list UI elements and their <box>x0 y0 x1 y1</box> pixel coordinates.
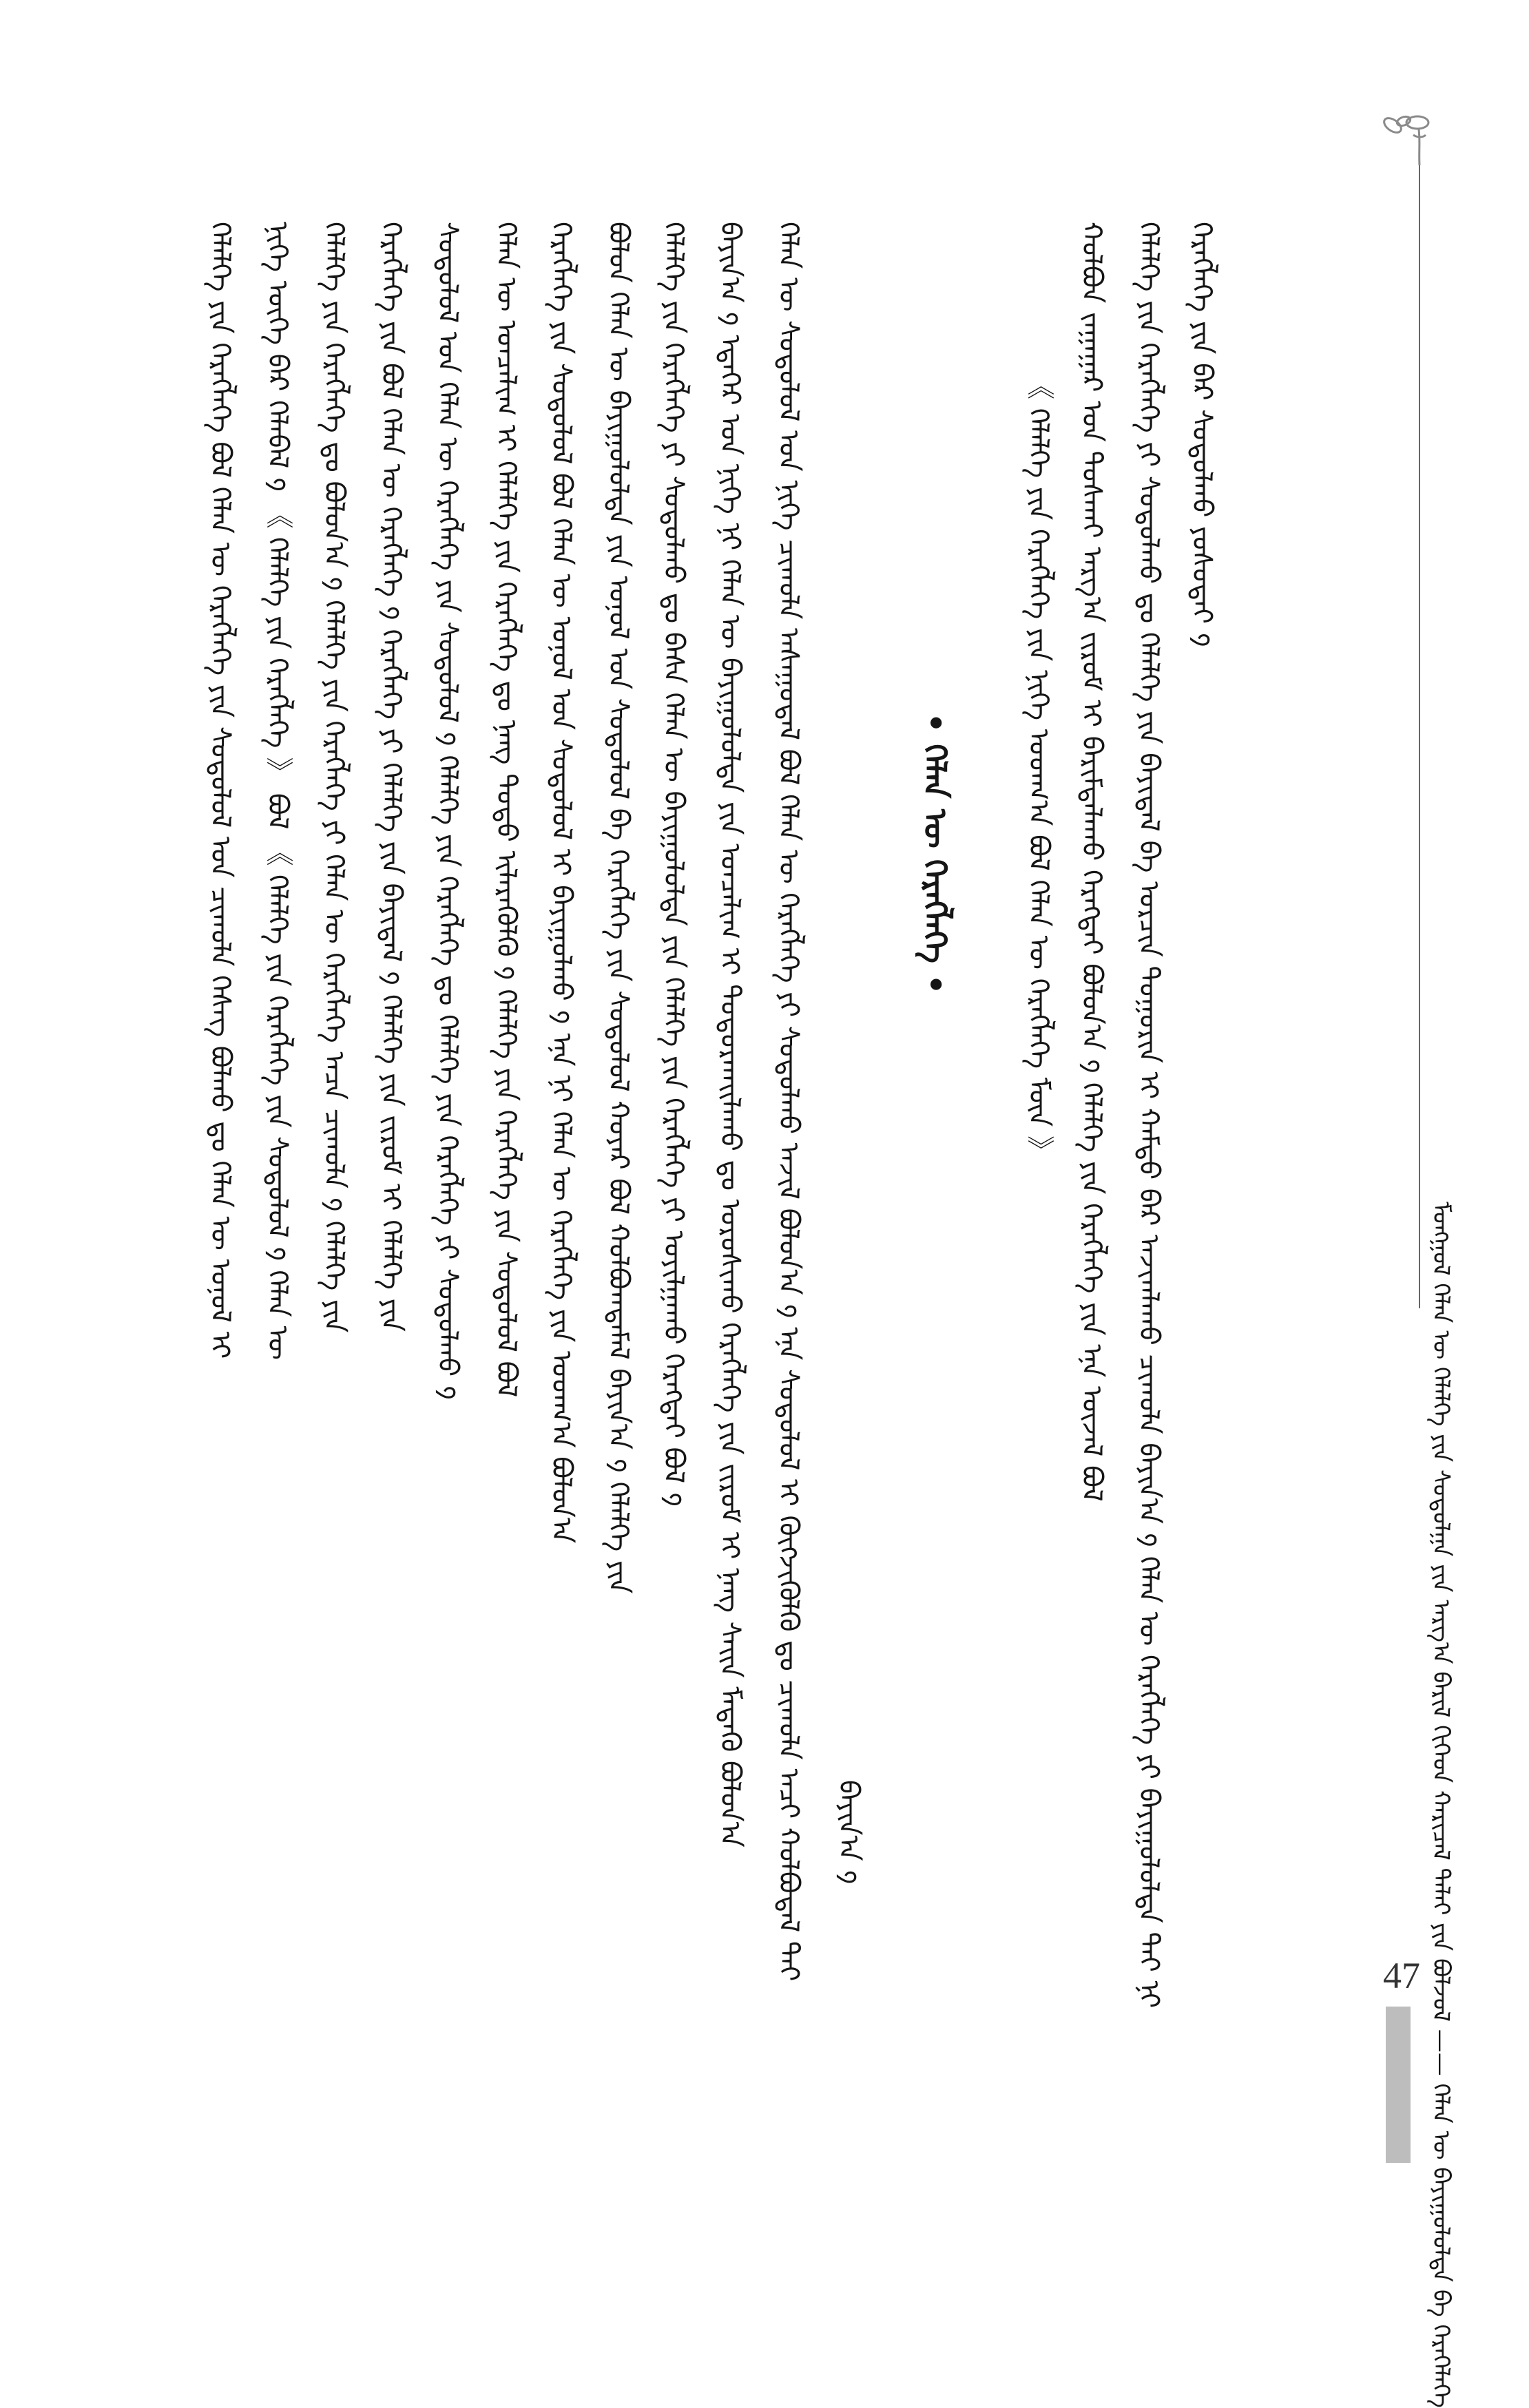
text-column: ᠬᠡᠯᠡᠯᠭᠡ ᠶᠢᠨ ᠬᠡᠷᠡᠭᠯᠡᠭᠡ ᠶᠢ ᠰᠤᠳᠤᠯᠬᠤ ᠳᠤ ᠪᠠᠰᠠ ᠬᠡᠯᠡᠨ ᠦ ᠪᠠᠶᠢᠭᠤᠯᠤᠯᠲᠠ ᠶᠢᠨ ᠬᠡᠯᠡᠯᠭᠡ ᠶᠢᠨ ᠬᠡᠷᠡᠭᠯᠡᠭᠡ ᠶᠢ ᠣᠶᠢᠯᠭᠠᠬᠤ ᠬᠡᠷᠡᠭᠲᠡᠢ ᠪᠣᠯ ᠀ <box>658 222 689 1507</box>
header-rule <box>1419 165 1420 1308</box>
text-column: ᠬᠡᠯᠡᠯᠭᠡ ᠶᠢᠨ ᠬᠡᠷᠡᠭᠯᠡᠭᠡ ᠶᠢ ᠰᠤᠳᠤᠯᠬᠤ ᠳᠤ ᠬᠡᠯᠡᠯᠭᠡ ᠶᠢᠨ ᠪᠠᠶᠢᠳᠠᠯ ᠪᠠ ᠣᠷᠴᠢᠨ ᠲᠣᠭᠣᠷᠢᠨ ᠢ ᠬᠠᠮᠲᠤ ᠪᠠᠷ ᠠᠵᠢᠭᠯᠠᠬᠤ ᠴᠢᠬᠤᠯᠠ ᠪᠠᠶᠢᠨ᠎ᠠ ᠀ ᠬᠡᠯᠡᠨ ᠦ ᠬᠡᠷᠡᠭᠯᠡᠭᠡ ᠶᠢ ᠪᠠᠶᠢᠭᠤᠯᠤᠯᠲᠠ ᠲᠠᠢ ᠨᠢ <box>1133 222 1165 2009</box>
running-header-title: ᠮᠣᠩᠭᠣᠯ ᠬᠡᠯᠡᠨ ᠦ ᠬᠡᠯᠡᠯᠭᠡ ᠶᠢᠨ ᠰᠤᠳᠤᠯᠭᠠ ᠶᠢᠨ ᠠᠷᠭ᠎ᠠ ᠪᠠᠷᠢᠯ ᠬᠢᠭᠡᠳ ᠬᠠᠷᠢᠴᠠᠯ ᠳᠠᠯᠠᠶ ᠶᠢᠨ ᠪᠤᠯᠵᠣᠯ —— ᠬᠡᠯᠡᠨ ᠦ ᠪᠠᠶᠢᠭᠤᠯᠤᠯᠲᠠ ᠪᠠ ᠬᠡᠷᠡᠭᠡᠯᠡᠭᠡ <box>1427 1202 1455 2408</box>
text-column: ᠬᠡᠷᠡᠭᠯᠡᠭᠡ ᠶᠢᠨ ᠪᠣᠯ ᠬᠡᠯᠡᠨ ᠦ ᠬᠡᠷᠡᠭᠯᠡᠭᠡ ᠀ ᠬᠡᠷᠡᠭᠯᠡᠭᠡ ᠶᠢ ᠬᠡᠯᠡᠯᠭᠡ ᠶᠢᠨ ᠪᠠᠶᠢᠳᠠᠯ ᠀ ᠬᠡᠯᠡᠯᠭᠡ ᠶᠢᠨ ᠵᠢᠷᠤᠮ ᠢ ᠬᠡᠯᠡᠯᠭᠡ ᠶᠢᠨ <box>375 222 407 1332</box>
page-number: 47 <box>1383 1955 1420 1996</box>
text-column: ᠬᠡᠯᠡᠯᠭᠡ ᠶᠢᠨ ᠬᠡᠷᠡᠭᠯᠡᠭᠡ ᠳᠤ ᠪᠣᠯᠤᠨ᠎ᠠ ᠀ ᠬᠡᠯᠡᠯᠭᠡ ᠶᠢᠨ ᠬᠡᠷᠡᠭᠯᠡᠭᠡ ᠶᠢ ᠬᠡᠯᠡᠨ ᠦ ᠬᠡᠷᠡᠭᠯᠡᠭᠡ ᠠᠴᠠ ᠴᠢᠬᠤᠯᠠ ᠀ ᠬᠡᠯᠡᠯᠭᠡ ᠶᠢᠨ <box>318 222 350 1333</box>
text-column: ᠬᠡᠷᠡᠭᠯᠡᠭᠡ ᠶᠢᠨ ᠰᠤᠳᠤᠯᠤᠯ ᠪᠣᠯ ᠬᠡᠯᠡᠨ ᠦ ᠣᠨᠣᠯ ᠤᠨ ᠰᠤᠳᠤᠯᠤᠯ ᠢ ᠪᠠᠶᠢᠭᠤᠯᠬᠤ ᠀ ᠡᠨᠡ ᠨᠢ ᠬᠡᠯᠡᠨ ᠦ ᠬᠡᠷᠡᠭᠯᠡᠭᠡ ᠶᠢᠨ ᠤᠳᠬ᠎ᠠ ᠪᠣᠯᠤᠨ᠎ᠠ <box>545 222 577 1544</box>
text-column: ᠪᠣᠯᠤᠨ ᠬᠡᠯᠡᠨ ᠦ ᠪᠠᠶᠢᠭᠤᠯᠤᠯᠲᠠ ᠶᠢᠨ ᠣᠨᠣᠯ ᠤᠨ ᠰᠤᠳᠤᠯᠤᠯ ᠪᠠ ᠬᠡᠷᠡᠭᠯᠡᠭᠡ ᠶᠢᠨ ᠰᠤᠳᠤᠯᠤᠯ ᠬᠣᠶᠠᠷ ᠪᠣᠯ ᠬᠣᠯᠪᠣᠭᠳᠠᠮᠠᠯ ᠪᠠᠶᠢᠨ᠎ᠠ ᠀ ᠬᠡᠯᠡᠯᠭᠡ ᠶᠢᠨ <box>603 222 634 1594</box>
section-heading: • ᠬᠡᠯᠡᠨ ᠦ ᠬᠡᠷᠡᠭᠯᠡᠭᠡ • <box>917 713 954 995</box>
page-edge-tab <box>1386 2007 1411 2163</box>
text-column: ᠨᠢᠭᠡ ᠦᠭᠡ ᠪᠡᠷ ᠬᠡᠯᠡᠪᠡᠯ ᠀ 《 ᠬᠡᠯᠡᠯᠭᠡ ᠶᠢᠨ ᠬᠡᠷᠡᠭᠯᠡᠭᠡ 》 ᠪᠣᠯ 《 ᠬᠡᠯᠡᠯᠭᠡ ᠶᠢᠨ ᠬᠡᠷᠡᠭᠯᠡᠭᠡ ᠶᠢᠨ ᠰᠤᠳᠤᠯᠤᠯ ᠀ ᠬᠡᠯᠡᠨ ᠦ <box>262 222 293 1360</box>
text-column: ᠬᠡᠯᠡᠯᠭᠡ ᠶᠢᠨ ᠬᠡᠷᠡᠭᠯᠡᠭᠡ ᠪᠣᠯ ᠬᠡᠯᠡᠨ ᠦ ᠬᠡᠷᠡᠭᠯᠡᠭᠡ ᠶᠢᠨ ᠰᠤᠳᠤᠯᠤᠯ ᠤᠨ ᠴᠢᠬᠤᠯᠠ ᠬᠡᠰᠡᠭ ᠪᠣᠯᠬᠤ ᠳᠤ ᠬᠡᠯᠡᠨ ᠦ ᠣᠨᠣᠯ ᠢ <box>205 222 236 1359</box>
quoted-phrase-column: 《 ᠬᠡᠯᠡᠯᠭᠡ ᠶᠢᠨ ᠬᠡᠷᠡᠭᠯᠡᠭᠡ ᠶᠢᠨ ᠨᠢᠭᠡ ᠤᠳᠬ᠎ᠠ ᠪᠣᠯ ᠬᠡᠯᠡᠨ ᠦ ᠬᠡᠷᠡᠭᠯᠡᠭᠡ ᠮᠥᠨ 》 <box>1023 372 1054 1163</box>
text-column: ᠬᠣᠯᠪᠣᠨ ᠵᠠᠭᠠᠭᠠᠷ ᠤᠨ ᠲᠤᠰᠬᠠᠢ ᠠᠷᠭ᠎ᠠ ᠵᠢᠷᠤᠮ ᠢ ᠪᠠᠷᠢᠮᠳᠠᠯᠠᠬᠤ ᠬᠡᠷᠡᠭᠲᠡᠢ ᠪᠣᠯᠤᠨ᠎ᠠ ᠀ ᠬᠡᠯᠡᠯᠭᠡ ᠶᠢᠨ ᠬᠡᠷᠡᠭᠯᠡᠭᠡ ᠶᠢᠨ ᠡᠨᠡ ᠦᠵᠡᠯ ᠪᠣᠯ <box>1076 222 1107 1502</box>
text-column: ᠪᠠᠶᠢᠨ᠎ᠠ ᠀ ᠡᠳᠡᠭᠡᠷ ᠤᠨ ᠨᠢᠭᠡ ᠨᠢ ᠬᠡᠯᠡᠨ ᠦ ᠪᠠᠶᠢᠭᠤᠯᠤᠯᠲᠠ ᠶᠢᠨ ᠣᠨᠴᠠᠯᠢᠭ ᠢ ᠲᠣᠳᠣᠷᠬᠠᠢᠯᠠᠬᠤ ᠳᠤ ᠣᠷᠣᠰᠢᠬᠤ ᠬᠡᠷᠡᠭᠯᠡᠭᠡ ᠶᠢᠨ ᠵᠢᠷᠤᠮ ᠢ ᠨᠡᠩ ᠰᠠᠢᠨ ᠮᠡᠳᠡᠬᠦ ᠪᠣᠯᠤᠨ᠎ᠠ <box>714 222 746 1847</box>
text-column: ᠬᠡᠷᠡᠭᠯᠡᠭᠡ ᠶᠢᠨ ᠪᠡᠷ ᠰᠤᠳᠤᠯᠬᠤ ᠶᠤᠰᠤᠲᠠᠢ ᠀ <box>1186 222 1218 648</box>
text-column-end: ᠪᠠᠶᠢᠨ᠎ᠠ ᠀ <box>833 1780 864 1885</box>
text-column: ᠬᠡᠯᠡᠨ ᠦ ᠰᠤᠳᠤᠯᠤᠯ ᠤᠨ ᠨᠢᠭᠡ ᠴᠢᠬᠤᠯᠠ ᠠᠰᠠᠭᠤᠳᠠᠯ ᠪᠣᠯ ᠬᠡᠯᠡᠨ ᠦ ᠬᠡᠷᠡᠭᠯᠡᠭᠡ ᠶᠢ ᠰᠤᠳᠤᠯᠬᠤ ᠠᠵᠢᠯ ᠪᠣᠯᠤᠨ᠎ᠠ ᠀ ᠡᠨᠡ ᠰᠤᠳᠤᠯᠤᠯ ᠢ ᠬᠥᠭᠵᠢᠭᠦᠯᠬᠦ ᠳᠤ ᠴᠢᠬᠤᠯᠠ ᠠᠴᠢ ᠬᠣᠯᠪᠣᠳᠠᠯ ᠲᠠᠢ <box>773 222 804 1982</box>
text-column: ᠬᠡᠯᠡᠨ ᠦ ᠣᠨᠴᠠᠯᠢᠭ ᠢ ᠬᠡᠯᠡᠯᠭᠡ ᠶᠢᠨ ᠬᠡᠷᠡᠭᠯᠡᠭᠡ ᠳᠤ ᠨᠡᠩ ᠲᠣᠳᠣ ᠢᠯᠡᠷᠡᠭᠦᠯᠬᠦ ᠀ ᠬᠡᠯᠡᠯᠭᠡ ᠶᠢᠨ ᠬᠡᠷᠡᠭᠯᠡᠭᠡ ᠶᠢᠨ ᠰᠤᠳᠤᠯᠤᠯ ᠪᠣᠯ <box>490 222 522 1398</box>
text-column: ᠰᠤᠳᠤᠯᠤᠯ ᠤᠨ ᠬᠡᠯᠡᠨ ᠦ ᠬᠡᠷᠡᠭᠯᠡᠭᠡ ᠶᠢᠨ ᠰᠤᠳᠤᠯᠤᠯ ᠀ ᠬᠡᠯᠡᠯᠭᠡ ᠶᠢᠨ ᠬᠡᠷᠡᠭᠯᠡᠭᠡ ᠳᠤ ᠬᠡᠯᠡᠯᠭᠡ ᠶᠢᠨ ᠬᠡᠷᠡᠭᠯᠡᠭᠡ ᠶᠢ ᠰᠤᠳᠤᠯᠬᠤ ᠀ <box>432 222 464 1401</box>
corner-ornament <box>1377 110 1439 172</box>
